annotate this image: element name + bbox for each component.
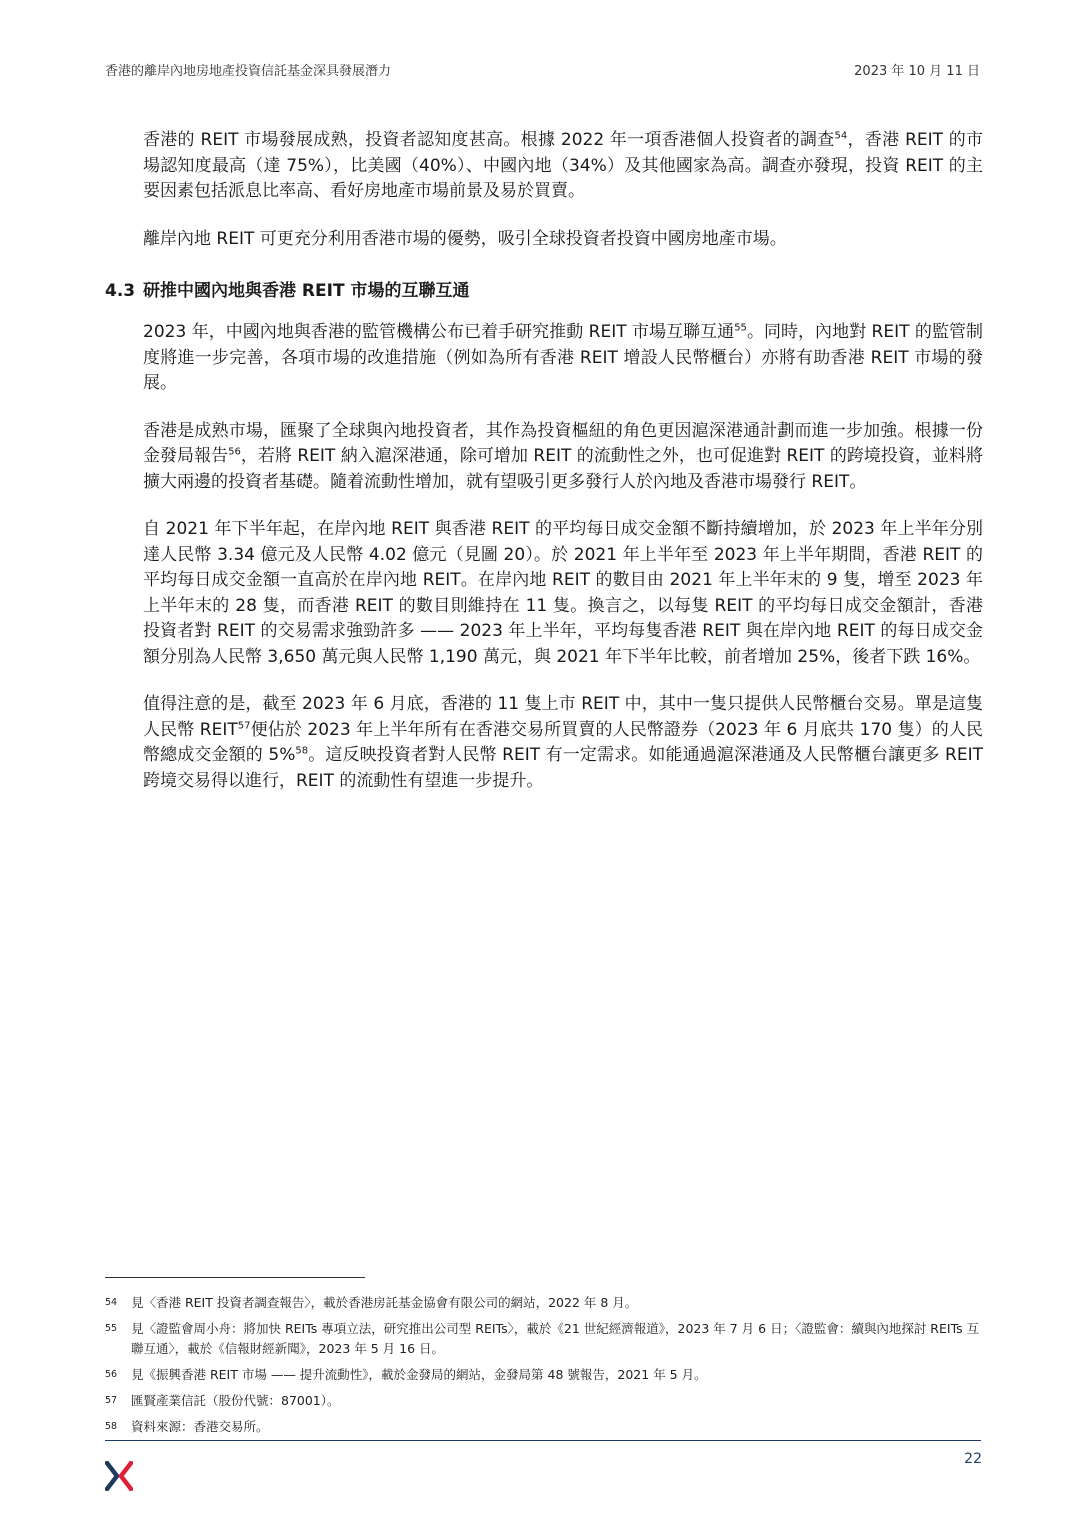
paragraph: 2023 年，中國內地與香港的監管機構公布已着手研究推動 REIT 市場互聯互通$^{55}$。同時，內地對 REIT 的監管制度將進一步完善，各項市場的改進措施（例如為所有香港 REIT 增設人民幣櫃台）亦將有助香港 REIT 市場的發展。 [143, 322, 983, 393]
page-header [105, 60, 980, 82]
paragraph: 自 2021 年下半年起，在岸內地 REIT 與香港 REIT 的平均每日成交金額不斷持續增加，於 2023 年上半年分別達人民幣 3.34 億元及人民幣 4.02 億元（見圖 20）。於 2021 年上半年至 2023 年上半年期間，香港 REIT 的平均每日成交金額一直高於在岸內地 REIT。在岸內地 REIT 的數目由 2021 年上半年末的 9 隻，增至 2023 年上半年末的 28 隻，而香港 REIT 的數目則維持在 11 隻。換言之，以每隻 REIT 的平均每日成交金額計，香港投資者對 REIT 的交易需求強勁許多 —— 2023 年上半年，平均每隻香港 REIT 與在岸內地 REIT 的每日成交金額分別為人民幣 3,650 萬元與人民幣 1,190 萬元，與 2021 年下半年比較，前者增加 25%，後者下跌 16%。 [143, 519, 983, 667]
footnote-divider [105, 1277, 365, 1278]
paragraph: 香港的 REIT 市場發展成熟，投資者認知度甚高。根據 2022 年一項香港個人投資者的調查$^{54}$，香港 REIT 的市場認知度最高（達 75%），比美國（40%）、中國內地（34%）及其他國家為高。調查亦發現，投資 REIT 的主要因素包括派息比率高、看好房地產市場前景及易於買賣。 [143, 130, 983, 201]
footnote: 55 見〈證監會周小舟：將加快 REITs 專項立法，研究推出公司型 REITs〉，載於《21 世紀經濟報道》，2023 年 7 月 6 日；〈證監會：續與內地探討 REITs 互聯互通〉，載於《信報財經新聞》，2023 年 5 月 16 日。 [105, 1321, 980, 1356]
paragraph: 香港是成熟市場，匯聚了全球與內地投資者，其作為投資樞紐的角色更因滬深港通計劃而進一步加強。根據一份金發局報告$^{56}$，若將 REIT 納入滬深港通，除可增加 REIT 的流動性之外，也可促進對 REIT 的跨境投資，並料將擴大兩邊的投資者基礎。隨着流動性增加，就有望吸引更多發行人於內地及香港市場發行 REIT。 [143, 420, 983, 492]
footnote: 54 見〈香港 REIT 投資者調查報告〉，載於香港房託基金協會有限公司的網站，2022 年 8 月。 [105, 1295, 638, 1310]
page-number: 22 [964, 1451, 982, 1467]
footnotes [105, 1293, 985, 1443]
paragraph: 離岸內地 REIT 可更充分利用香港市場的優勢，吸引全球投資者投資中國房地產市場。 [143, 228, 787, 249]
footnote-ref[interactable]: 58 [295, 745, 309, 757]
footnote-ref[interactable]: 55 [734, 322, 747, 334]
footnote: 58 資料來源：香港交易所。 [105, 1419, 269, 1434]
section-body [143, 320, 983, 816]
footnote: 57 匯賢產業信託（股份代號：87001）。 [105, 1393, 340, 1408]
footnote-ref[interactable]: 57 [237, 719, 251, 731]
section-number: 4.3 [105, 281, 136, 301]
footnote: 56 見《振興香港 REIT 市場 —— 提升流動性》，載於金發局的網站，金發局第 48 號報告，2021 年 5 月。 [105, 1367, 707, 1382]
section-heading [105, 276, 469, 301]
footnote-ref[interactable]: 56 [228, 446, 241, 458]
hkex-x-logo-icon [105, 1461, 133, 1491]
intro-section [143, 128, 983, 274]
document-date: 2023 年 10 月 11 日 [854, 64, 980, 79]
footer-divider [105, 1440, 981, 1441]
paragraph: 值得注意的是，截至 2023 年 6 月底，香港的 11 隻上市 REIT 中，其中一隻只提供人民幣櫃台交易。單是這隻人民幣 REIT$^{57}$便佔於 2023 年上半年所有在香港交易所買賣的人民幣證券（2023 年 6 月底共 170 隻）的人民幣總成交金額的 5%$^{58}$。這反映投資者對人民幣 REIT 有一定需求。如能通過滬深港通及人民幣櫃台讓更多 REIT 跨境交易得以進行，REIT 的流動性有望進一步提升。 [143, 694, 984, 791]
section-title: 研推中國內地與香港 REIT 市場的互聯互通 [143, 281, 470, 301]
document-title: 香港的離岸內地房地產投資信託基金深具發展潛力 [105, 64, 392, 79]
footnote-ref[interactable]: 54 [834, 130, 848, 142]
